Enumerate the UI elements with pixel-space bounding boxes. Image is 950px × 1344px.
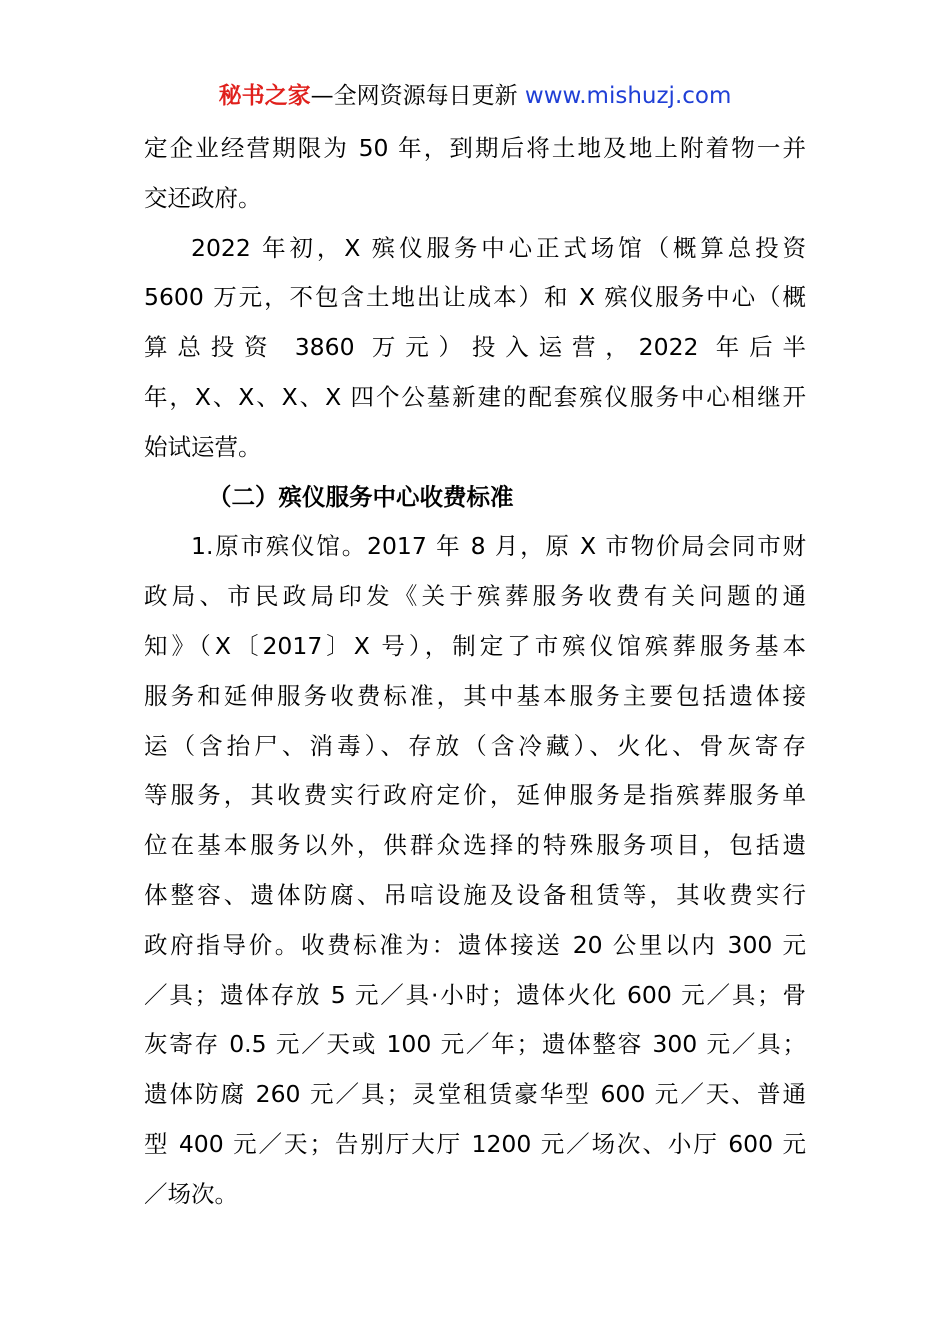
document-body (144, 124, 806, 1220)
body-line: 交还政府。 (144, 183, 262, 212)
header-tagline: 全网资源每日更新 (333, 83, 525, 109)
body-line: 遗体防腐 260 元／具；灵堂租赁豪华型 600 元／天、普通 (144, 1080, 806, 1109)
site-header (0, 80, 950, 112)
body-line: 型 400 元／天；告别厅大厅 1200 元／场次、小厅 600 元 (144, 1129, 806, 1158)
body-line: 等服务，其收费实行政府定价，延伸服务是指殡葬服务单 (144, 781, 806, 810)
section-heading: （二）殡仪服务中心收费标准 (208, 482, 514, 511)
body-line: 服务和延伸服务收费标准，其中基本服务主要包括遗体接 (144, 681, 806, 710)
body-line: 5600 万元，不包含土地出让成本）和 X 殡仪服务中心（概 (144, 283, 806, 312)
body-line: 始试运营。 (144, 432, 262, 461)
body-line: 2022 年初，X 殡仪服务中心正式场馆（概算总投资 (191, 233, 806, 262)
body-line: 位在基本服务以外，供群众选择的特殊服务项目，包括遗 (144, 831, 806, 860)
body-line: 政局、市民政局印发《关于殡葬服务收费有关问题的通 (144, 582, 806, 611)
body-line: ／具；遗体存放 5 元／具·小时；遗体火化 600 元／具；骨 (144, 980, 806, 1009)
brand-name: 秘书之家 (218, 83, 311, 109)
body-line: 1.原市殡仪馆。2017 年 8 月，原 X 市物价局会同市财 (191, 532, 806, 561)
body-line: ／场次。 (144, 1179, 238, 1208)
body-line: 体整容、遗体防腐、吊唁设施及设备租赁等，其收费实行 (144, 880, 806, 909)
site-url-link[interactable]: www.mishuzj.com (524, 83, 732, 109)
body-line: 年，X、X、X、X 四个公墓新建的配套殡仪服务中心相继开 (144, 382, 806, 411)
body-line: 运（含抬尸、消毒）、存放（含冷藏）、火化、骨灰寄存 (144, 731, 806, 760)
body-line: 灰寄存 0.5 元／天或 100 元／年；遗体整容 300 元／具； (144, 1030, 806, 1059)
body-line: 算总投资 3860 万元）投入运营，2022 年后半 (144, 333, 806, 362)
header-dash: — (310, 83, 334, 109)
body-line: 政府指导价。收费标准为：遗体接送 20 公里以内 300 元 (144, 930, 806, 959)
body-line: 知》（X〔2017〕X 号），制定了市殡仪馆殡葬服务基本 (144, 631, 806, 660)
body-line: 定企业经营期限为 50 年，到期后将土地及地上附着物一并 (144, 134, 806, 162)
